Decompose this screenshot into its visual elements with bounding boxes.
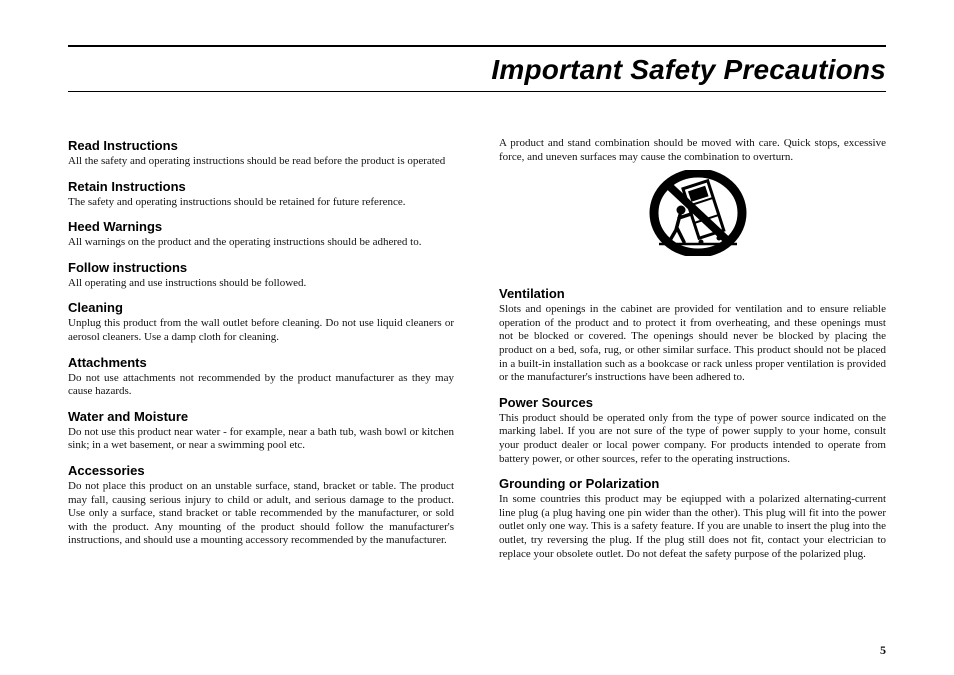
section-heading: Retain Instructions xyxy=(68,178,186,194)
section-body: Do not place this product on an unstable surface, stand, bracket or table. The product may fall, causing serious injury to child or adult, and serious damage to the product. Use only a surface, stand bracket or table recommended by the manufacturer, or sold with the product. Any mounting of the product should follow the manufacturer's instructions, and should use a mounting accessory recommended by the manufacturer. xyxy=(68,479,454,547)
left-column xyxy=(68,138,454,558)
section-body: All operating and use instructions should be followed. xyxy=(68,276,307,289)
section-body: The safety and operating instructions should be retained for future reference. xyxy=(68,195,406,208)
section-heading: Cleaning xyxy=(68,300,123,316)
section-heading: Power Sources xyxy=(499,394,593,410)
section-cleaning xyxy=(68,300,454,344)
cart-tip-over-warning-icon xyxy=(649,170,747,256)
section-heading: Accessories xyxy=(68,462,145,478)
section-body: All warnings on the product and the operating instructions should be adhered to. xyxy=(68,236,422,249)
warning-figure xyxy=(499,170,886,282)
section-heading: Water and Moisture xyxy=(68,408,189,424)
header-rule-top xyxy=(68,45,886,47)
section-heading: Heed Warnings xyxy=(68,219,163,235)
page-number: 5 xyxy=(880,643,886,657)
section-body: Unplug this product from the wall outlet before cleaning. Do not use liquid cleaners or aerosol cleaners. Use a damp cloth for cleaning. xyxy=(68,317,454,343)
section-grounding-or-polarization xyxy=(499,476,886,561)
header-rule-bottom xyxy=(68,91,886,92)
section-follow-instructions xyxy=(68,260,454,291)
section-heading: Grounding or Polarization xyxy=(499,476,660,492)
section-heed-warnings xyxy=(68,219,454,250)
section-water-and-moisture xyxy=(68,409,454,453)
section-body: All the safety and operating instructions should be read before the product is operated xyxy=(68,155,446,167)
section-body: Do not use attachments not recommended by the product manufacturer as they may cause hazards. xyxy=(68,371,454,398)
section-heading: Follow instructions xyxy=(68,259,188,275)
stand-combination-note: A product and stand combination should be moved with care. Quick stops, excessive force, and uneven surfaces may cause the combination to overturn. xyxy=(499,137,886,163)
section-body: Slots and openings in the cabinet are provided for ventilation and to ensure reliable operation of the product and to protect it from overheating, and these openings must not be blocked or covered. The openings should never be blocked by placing the product on a bed, sofa, rug, or other similar surface. This product should not be placed in a built-in installation such as a bookcase or rack unless proper ventilation is provided or the manufacturer's instructions have been adhered to. xyxy=(499,303,886,384)
section-read-instructions xyxy=(68,138,454,169)
section-body: This product should be operated only from the type of power source indicated on the marking label. If you are not sure of the type of power supply to your home, consult your product dealer or local power company. For products intended to operate from battery power, or other sources, refer to the operating instructions. xyxy=(499,411,886,465)
page-title: Important Safety Precautions xyxy=(491,54,886,85)
section-retain-instructions xyxy=(68,179,454,210)
section-heading: Ventilation xyxy=(499,286,565,302)
section-attachments xyxy=(68,355,454,399)
section-heading: Read Instructions xyxy=(68,138,178,153)
section-body: In some countries this product may be eqiupped with a polarized alternating-current line plug (a plug having one pin wider than the other). This plug will fit into the power outlet only one way. This is a safety feature. If you are unable to insert the plug into the outlet, try reversing the plug. If the plug still does not fit, contact your electrician to replace your obsolete outlet. Do not defeat the safety purpose of the polarized plug. xyxy=(499,493,886,560)
right-column xyxy=(499,137,886,571)
section-ventilation xyxy=(499,286,886,385)
section-heading: Attachments xyxy=(68,354,147,370)
section-power-sources xyxy=(499,395,886,466)
section-body: Do not use this product near water - for example, near a bath tub, wash bowl or kitchen sink; in a wet basement, or near a swimming pool etc. xyxy=(68,425,454,452)
section-accessories xyxy=(68,463,454,548)
